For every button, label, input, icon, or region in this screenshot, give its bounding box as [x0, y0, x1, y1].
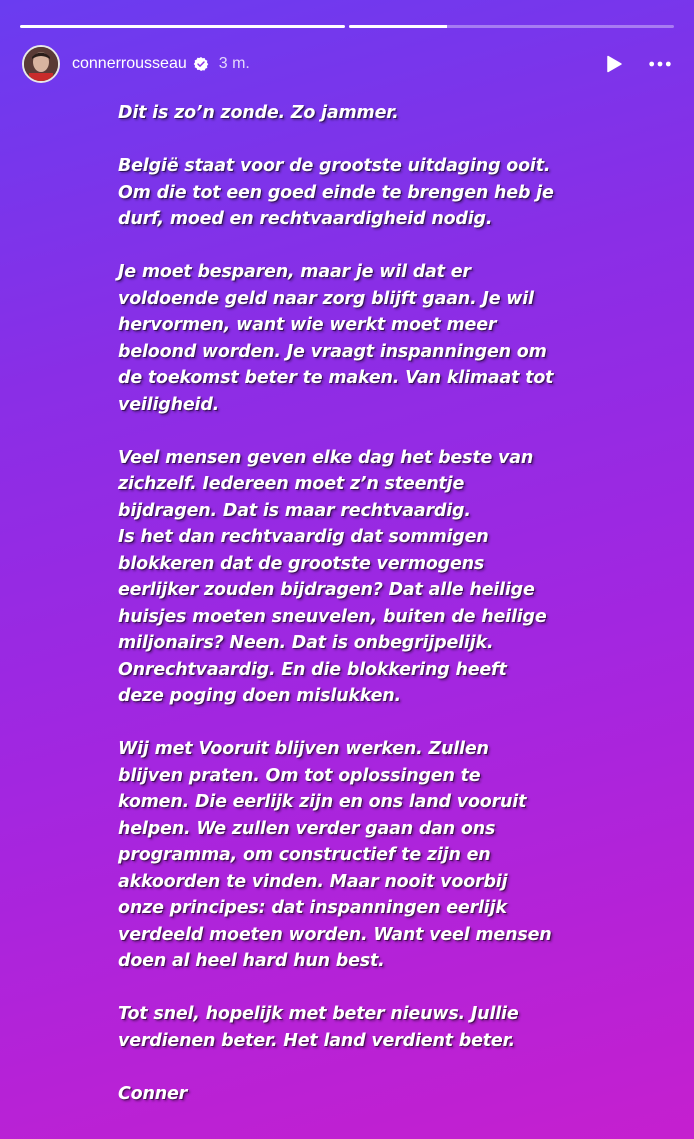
play-icon	[604, 54, 624, 74]
paragraph-2: België staat voor de grootste uitdaging ooit. Om die tot een goed einde te brengen heb je durf, moed en rechtvaardigheid nodig.	[118, 156, 554, 229]
story-controls	[602, 52, 672, 76]
paragraph-3: Je moet besparen, maar je wil dat er voldoende geld naar zorg blijft gaan. Je wil hervormen, want wie werkt moet meer beloond worden. Je vraagt inspanningen om de toekomst beter te maken. Van klimaat tot veiligheid.	[118, 262, 554, 415]
paragraph-6: Tot snel, hopelijk met beter nieuws. Jullie verdienen beter. Het land verdient beter.	[118, 1004, 519, 1051]
username[interactable]: connerrousseau	[72, 55, 187, 72]
paragraph-5: Wij met Vooruit blijven werken. Zullen blijven praten. Om tot oplossingen te komen. Die eerlijk zijn en ons land vooruit helpen. We zullen verder gaan dan ons programma, om constructief te zijn en akkoorden te vinden. Maar nooit voorbij onze principes: dat inspanningen eerlijk verdeeld moeten worden. Want veel mensen doen al heel hard hun best.	[118, 739, 552, 971]
post-timestamp: 3 m.	[218, 55, 250, 72]
more-options-icon	[648, 52, 672, 76]
story-header	[22, 44, 672, 84]
avatar[interactable]	[22, 45, 60, 83]
progress-segment-2	[349, 25, 674, 28]
more-options-button[interactable]	[648, 52, 672, 76]
story-text-content	[118, 100, 588, 1134]
progress-segment-1	[20, 25, 345, 28]
verified-badge-icon	[193, 56, 209, 72]
progress-fill-1	[20, 25, 345, 28]
progress-fill-2	[349, 25, 447, 28]
paragraph-1: Dit is zo’n zonde. Zo jammer.	[118, 103, 399, 123]
paragraph-4: Veel mensen geven elke dag het beste van zichzelf. Iedereen moet z’n steentje bijdragen. Dat is maar rechtvaardig. Is het dan rechtvaardig dat sommigen blokkeren dat de grootste vermogens eerlijker zouden bijdragen? Dat alle heilige huisjes moeten sneuvelen, buiten de heilige miljonairs? Neen. Dat is onbegrijpelijk. Onrechtvaardig. En die blokkering heeft deze poging doen mislukken.	[118, 447, 547, 706]
play-button[interactable]	[602, 52, 626, 76]
story-progress-bar	[20, 25, 674, 28]
signature: Conner	[118, 1083, 188, 1104]
